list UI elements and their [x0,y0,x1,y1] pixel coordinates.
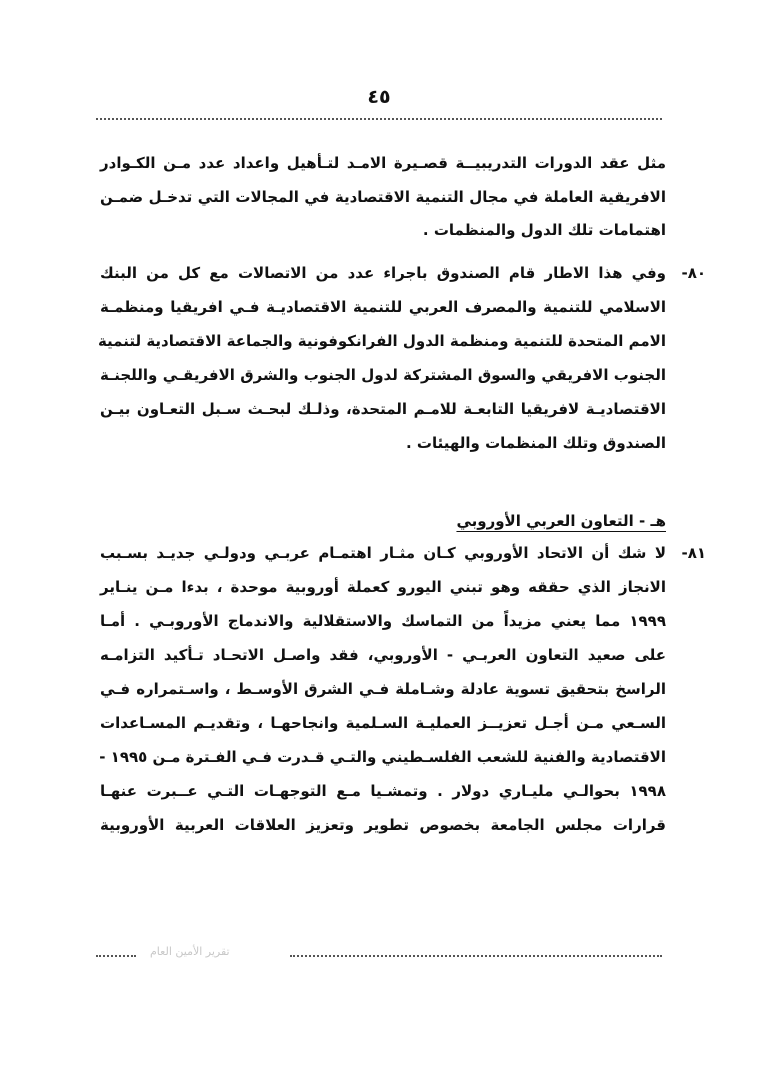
footer-divider-left [96,955,136,957]
text-line: الاسلامي للتنمية والمصرف العربي للتنمية الاقتصاديـة فـي افريقيا ومنظمـة [100,298,666,316]
paragraph-number: ٨١- [681,544,706,562]
header-divider [96,118,662,120]
text-line: الافريقية العاملة في مجال التنمية الاقتصادية في المجالات التي تدخـل ضمـن [100,188,666,206]
text-line: اهتمامات تلك الدول والمنظمات . [422,221,666,239]
text-line: الراسخ بتحقيق تسوية عادلة وشـاملة فـي الشرق الأوسـط ، واسـتمراره فـي [100,680,666,698]
text-line: الامم المتحدة للتنمية ومنظمة الدول الفرانكوفونية والجماعة الاقتصادية لتنمية [97,332,666,350]
text-line: قرارات مجلس الجامعة بخصوص تطوير وتعزيز العلاقات العربية الأوروبية [100,816,666,834]
section-heading: هـ - التعاون العربي الأوروبي [456,512,666,530]
text-line: الصندوق وتلك المنظمات والهيئات . [406,434,666,452]
text-line: لا شك أن الاتحاد الأوروبي كـان مثـار اهتمـام عربـي ودولـي جديـد بسـبب [100,544,666,562]
text-line: ١٩٩٨ بحوالـي مليـاري دولار . وتمشـيا مـع التوجهـات التـي عــبرت عنهـا [100,782,666,800]
text-line: الانجاز الذي حققه وهو تبني اليورو كعملة أوروبية موحدة ، بدءا مـن ينـاير [100,578,666,596]
text-line: مثل عقد الدورات التدريبيــة قصـيرة الامـد لتـأهيل واعداد عدد مـن الكـوادر [100,154,666,172]
text-line: السـعي مـن أجـل تعزيــز العمليـة السـلمية وانجاحهـا ، وتقديـم المسـاعدات [100,714,666,732]
text-line: الاقتصاديـة لافريقيا التابعـة للامـم المتحدة، وذلـك لبحـث سـبل التعـاون بيـن [100,400,666,418]
footer-divider [290,955,662,957]
text-line: الجنوب الافريقي والسوق المشتركة لدول الجنوب والشرق الافريقـي واللجنـة [100,366,666,384]
text-line: على صعيد التعاون العربـي - الأوروبي، فقد واصـل الاتحـاد تـأكيد التزامـه [100,646,666,664]
paragraph-number: ٨٠- [681,264,706,282]
footer-text: تقرير الأمين العام [150,945,230,958]
text-line: ١٩٩٩ مما يعني مزيداً من التماسك والاستقلالية والاندماج الأوروبـي . أمـا [100,612,666,630]
text-line: الاقتصادية والفنية للشعب الفلسـطيني والتـي قـدرت فـي الفـترة مـن ١٩٩٥ - [99,748,666,766]
page-number: ٤٥ [367,86,391,108]
text-line: وفي هذا الاطار قام الصندوق باجراء عدد من الاتصالات مع كل من البنك [100,264,666,282]
